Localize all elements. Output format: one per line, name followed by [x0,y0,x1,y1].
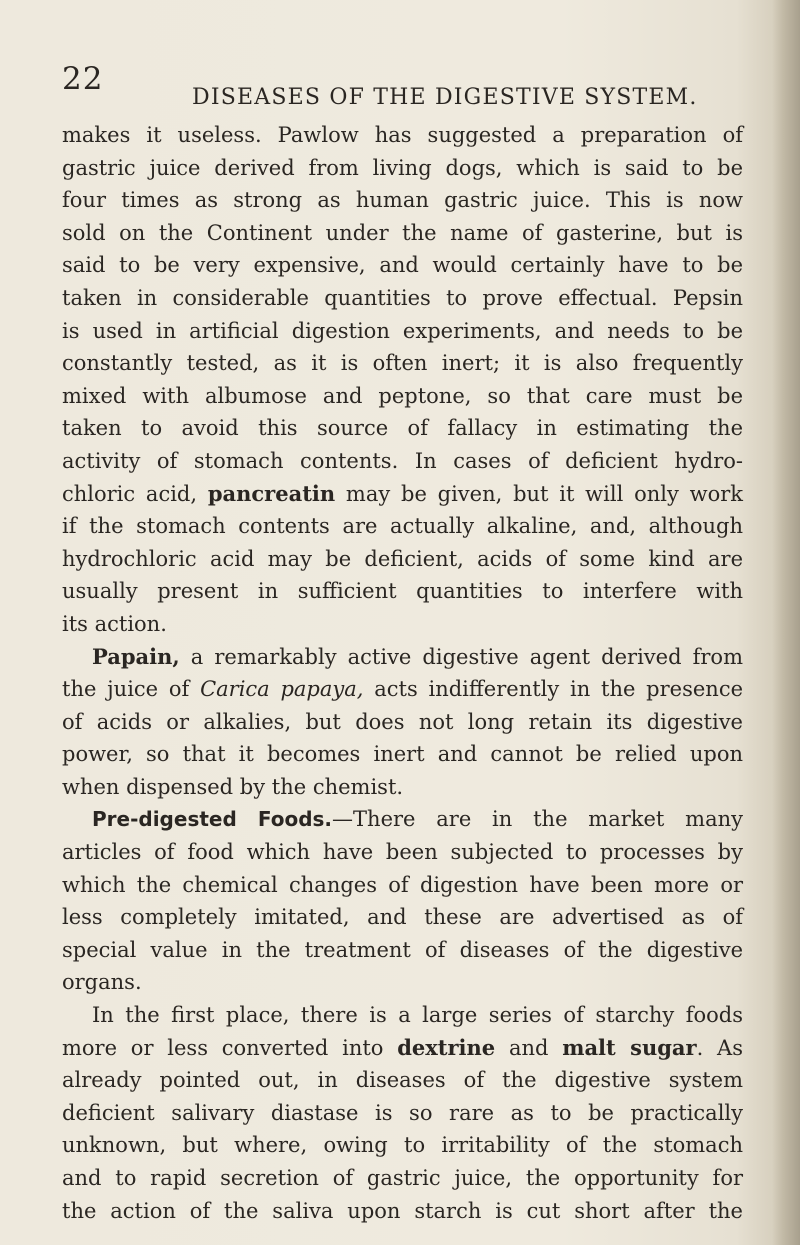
term-malt-sugar: malt sugar [562,1034,697,1060]
text-line: deficient salivary diastase is so rare as to be practically [62,1100,743,1125]
text-line: hydrochloric acid may be deficient, acids of some kind are [62,546,743,571]
text-line [62,803,743,836]
text-line: makes it useless. Pawlow has suggested a preparation of [62,123,743,147]
text-line: activity of stomach contents. In cases of deficient hydro- [62,448,743,473]
text-run: more or less converted into [62,1035,398,1060]
text-run: . As [696,1035,743,1060]
page-edge-shadow [772,0,800,1245]
text-line: power, so that it becomes inert and cannot be relied upon [62,742,743,767]
text-line: already pointed out, in diseases of the digestive system [62,1068,743,1093]
text-line: sold on the Continent under the name of gasterine, but is [62,220,743,245]
body-text [62,119,743,1227]
text-line: organs. [62,970,142,995]
running-head: DISEASES OF THE DIGESTIVE SYSTEM. [192,85,698,110]
text-line [62,478,743,511]
text-run: a remarkably active digestive agent derived from [179,644,743,669]
text-line: when dispensed by the chemist. [62,774,404,799]
text-line: is used in artificial digestion experiments, and needs to be [62,318,743,343]
text-run: —There are in the market many [332,807,743,832]
text-line: of acids or alkalies, but does not long retain its digestive [62,709,743,734]
text-line: In the first place, there is a large series of starchy foods [92,1003,743,1028]
text-line: its action. [62,611,167,636]
term-dextrine: dextrine [397,1034,496,1060]
page-number: 22 [62,61,104,97]
text-line [62,1032,743,1065]
text-line: four times as strong as human gastric juice. This is now [62,188,743,213]
text-line: articles of food which have been subjected to processes by [62,840,743,865]
section-heading: Pre-digested Foods. [92,807,333,832]
text-run: the juice of [62,677,201,702]
text-line: and to rapid secretion of gastric juice, the opportunity for [62,1166,743,1190]
text-line: if the stomach contents are actually alkaline, and, although [62,514,743,539]
text-run: chloric acid, [62,481,208,506]
text-run: and [495,1035,563,1060]
text-run: acts indifferently in the presence [363,677,744,702]
text-line [62,641,743,674]
text-run: may be given, but it will only work [335,481,743,506]
text-line: mixed with albumose and peptone, so that care must be [62,383,743,408]
text-line: said to be very expensive, and would certainly have to be [62,253,743,278]
text-line: less completely imitated, and these are advertised as of [62,905,743,930]
text-line: unknown, but where, owing to irritability of the stomach [62,1133,743,1158]
text-line: special value in the treatment of diseases of the digestive [62,937,743,962]
text-line: gastric juice derived from living dogs, which is said to be [62,155,743,180]
text-line: usually present in sufficient quantities to interfere with [62,579,743,604]
term-carica-papaya: Carica papaya, [200,677,364,702]
text-line: which the chemical changes of digestion have been more or [62,872,743,897]
term-papain: Papain, [92,643,180,669]
term-pancreatin: pancreatin [207,480,336,506]
text-line: the action of the saliva upon starch is cut short after the [62,1198,743,1223]
text-line: constantly tested, as it is often inert; it is also frequently [62,351,743,376]
text-line: taken in considerable quantities to prove effectual. Pepsin [62,285,743,310]
text-line [62,673,743,706]
text-line: taken to avoid this source of fallacy in estimating the [62,416,743,441]
